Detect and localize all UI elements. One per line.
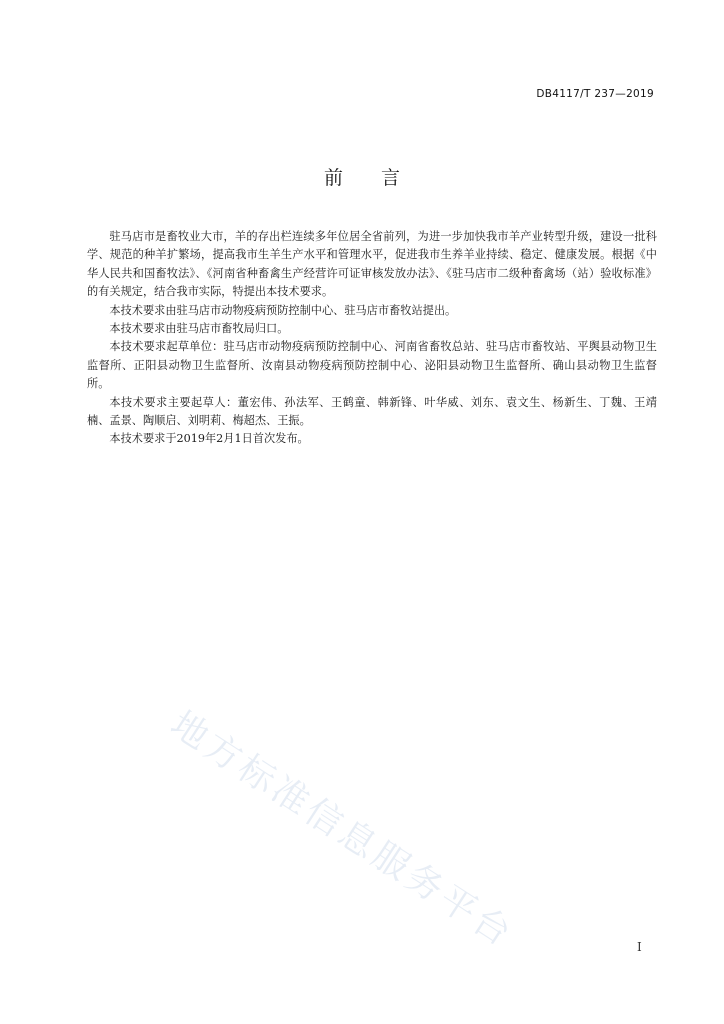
paragraph: 本技术要求由驻马店市动物疫病预防控制中心、驻马店市畜牧站提出。 <box>109 303 457 317</box>
page-number: I <box>637 940 642 954</box>
document-body <box>87 228 657 449</box>
paragraph: 本技术要求主要起草人：董宏伟、孙法军、王鹤童、韩新锋、叶华威、刘东、袁文生、杨新生、丁魏、王靖楠、孟景、陶顺启、刘明莉、梅超杰、王振。 <box>87 395 657 428</box>
section-title: 前言 <box>323 167 438 189</box>
paragraph: 驻马店市是畜牧业大市，羊的存出栏连续多年位居全省前列，为进一步加快我市羊产业转型升级，建设一批科学、规范的种羊扩繁场，提高我市生羊生产水平和管理水平，促进我市生养羊业持续、稳定、健康发展。根据《中华人民共和国畜牧法》、《河南省种畜禽生产经营许可证审核发放办法》、《驻马店市二级种畜禽场（站）验收标准》的有关规定，结合我市实际，特提出本技术要求。 <box>87 230 657 299</box>
standard-code: DB4117/T 237—2019 <box>536 88 654 100</box>
paragraph: 本技术要求于2019年2月1日首次发布。 <box>109 432 309 446</box>
paragraph: 本技术要求由驻马店市畜牧局归口。 <box>109 322 289 336</box>
paragraph: 本技术要求起草单位：驻马店市动物疫病预防控制中心、河南省畜牧总站、驻马店市畜牧站、平舆县动物卫生监督所、正阳县动物卫生监督所、汝南县动物疫病预防控制中心、泌阳县动物卫生监督所、确山县动物卫生监督所。 <box>87 340 657 391</box>
watermark: 地方标准信息服务平台 <box>163 703 522 957</box>
